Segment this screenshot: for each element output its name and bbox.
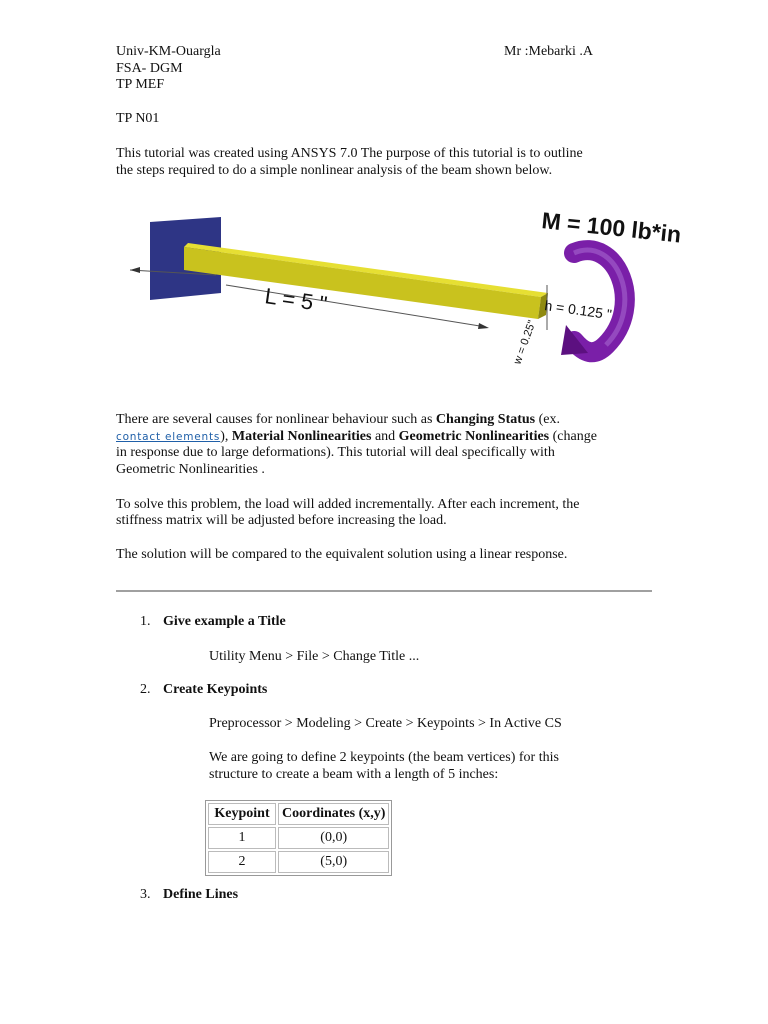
table-row	[208, 851, 389, 873]
step-3-number: 3.	[140, 887, 151, 902]
step-3-title: Define Lines	[163, 887, 239, 902]
horizontal-rule	[116, 590, 652, 592]
step-1-path: Utility Menu > File > Change Title ...	[209, 649, 420, 664]
changing-status-term: Changing Status	[435, 412, 536, 427]
step-2-title: Create Keypoints	[163, 682, 268, 697]
causes-line-4: Geometric Nonlinearities .	[116, 462, 265, 477]
beam-front-face	[184, 247, 541, 319]
material-nonlinearities-term: Material Nonlinearities	[231, 429, 372, 444]
moment-label: M = 100 lb*in	[540, 207, 683, 248]
causes-text-3: ),	[220, 429, 232, 444]
author-name: Mr :Mebarki .A	[504, 44, 594, 59]
step-2-desc-line-2: structure to create a beam with a length of 5 inches:	[209, 767, 499, 782]
step-2-number: 2.	[140, 682, 151, 697]
table-row	[208, 827, 389, 849]
coordinates-cell: (0,0)	[278, 827, 389, 849]
causes-line-1	[116, 411, 560, 428]
step-2-desc-line-1: We are going to define 2 keypoints (the beam vertices) for this	[209, 750, 559, 765]
causes-line-3: in response due to large deformations). This tutorial will deal specifically with	[116, 445, 555, 460]
intro-line-1: This tutorial was created using ANSYS 7.0 The purpose of this tutorial is to outline	[116, 146, 583, 161]
header-keypoint: Keypoint	[208, 803, 276, 825]
step-1-title: Give example a Title	[163, 614, 286, 629]
keypoint-cell: 2	[208, 851, 276, 873]
height-label: h = 0.125 "	[543, 297, 613, 323]
solve-line-1: To solve this problem, the load will added incrementally. After each increment, the	[116, 497, 580, 512]
university-name: Univ-KM-Ouargla	[116, 44, 221, 59]
causes-text-2: (ex.	[535, 412, 561, 427]
department: FSA- DGM	[116, 61, 183, 76]
step-1-number: 1.	[140, 614, 151, 629]
length-label: L = 5 "	[263, 283, 329, 317]
intro-line-2: the steps required to do a simple nonlinear analysis of the beam shown below.	[116, 163, 553, 178]
keypoint-cell: 1	[208, 827, 276, 849]
course-name: TP MEF	[116, 77, 165, 92]
causes-text-4: and	[371, 429, 399, 444]
tp-number: TP N01	[116, 111, 160, 126]
dimension-arrow-left	[130, 267, 140, 273]
coordinates-cell: (5,0)	[278, 851, 389, 873]
geometric-nonlinearities-term: Geometric Nonlinearities	[398, 429, 550, 444]
solve-line-2: stiffness matrix will be adjusted before increasing the load.	[116, 513, 447, 528]
width-label: w = 0.25"	[511, 318, 539, 367]
causes-text-5: (change	[549, 429, 597, 444]
compare-line: The solution will be compared to the equivalent solution using a linear response.	[116, 547, 568, 562]
beam-figure	[116, 195, 683, 385]
step-2-path: Preprocessor > Modeling > Create > Keypoints > In Active CS	[209, 716, 562, 731]
header-coordinates: Coordinates (x,y)	[278, 803, 389, 825]
dimension-arrow-right	[478, 323, 489, 329]
causes-text-1: There are several causes for nonlinear behaviour such as	[116, 412, 436, 427]
contact-elements-link[interactable]: contact elements	[116, 431, 221, 443]
keypoint-table	[205, 800, 392, 876]
table-header-row	[208, 803, 389, 825]
